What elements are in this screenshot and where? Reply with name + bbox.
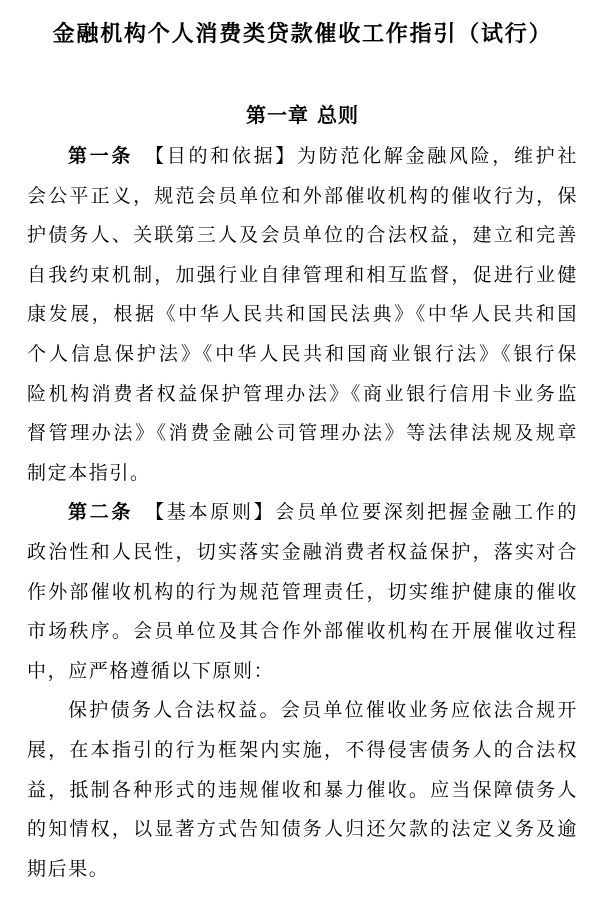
paragraph-1-line-1: 保护债务人合法权益。会员单位催收业务应依法合规开 <box>68 699 578 722</box>
article-1-line-5: 康发展，根据《中华人民共和国民法典》《中华人民共和国 <box>27 303 578 326</box>
paragraph-1-line-5: 期后果。 <box>27 857 110 880</box>
article-2-line-4: 市场秩序。会员单位及其合作外部催收机构在开展催收过程 <box>27 620 578 643</box>
paragraph-1-line-2: 展，在本指引的行为框架内实施，不得侵害债务人的合法权 <box>27 738 578 761</box>
article-1-line-9: 制定本指引。 <box>27 461 151 484</box>
article-2-line-1 <box>27 493 578 533</box>
article-1-line-8: 督管理办法》《消费金融公司管理办法》等法律法规及规章 <box>27 422 578 445</box>
paragraph-1-line-3: 益，抵制各种形式的违规催收和暴力催收。应当保障债务人 <box>27 778 578 801</box>
article-2-line-5: 中，应严格遵循以下原则： <box>27 659 275 682</box>
article-1-label: 第一条 <box>68 145 134 167</box>
article-2-label: 第二条 <box>68 501 134 524</box>
article-2-line-3: 作外部催收机构的行为规范管理责任，切实维护健康的催收 <box>27 580 578 603</box>
article-1-line-3: 护债务人、关联第三人及会员单位的合法权益，建立和完善 <box>27 224 578 247</box>
article-1-line-4: 自我约束机制，加强行业自律管理和相互监督，促进行业健 <box>27 263 578 286</box>
document-title: 金融机构个人消费类贷款催收工作指引（试行） <box>52 22 553 47</box>
article-1-line-6: 个人信息保护法》《中华人民共和国商业银行法》《银行保 <box>27 342 578 365</box>
article-1-line-7: 险机构消费者权益保护管理办法》《商业银行信用卡业务监 <box>27 382 578 405</box>
article-2-text: 【基本原则】会员单位要深刻把握金融工作的 <box>145 501 578 524</box>
article-1-line-1 <box>27 137 578 177</box>
article-1-line-2: 会公平正义，规范会员单位和外部催收机构的催收行为，保 <box>27 184 578 207</box>
article-1-text: 【目的和依据】为防范化解金融风险，维护社 <box>145 145 578 167</box>
article-2-line-2: 政治性和人民性，切实落实金融消费者权益保护，落实对合 <box>27 540 578 563</box>
document-body <box>27 137 578 889</box>
chapter-heading: 第一章 总则 <box>246 103 359 127</box>
paragraph-1-line-4: 的知情权，以显著方式告知债务人归还欠款的法定义务及逾 <box>27 818 578 841</box>
